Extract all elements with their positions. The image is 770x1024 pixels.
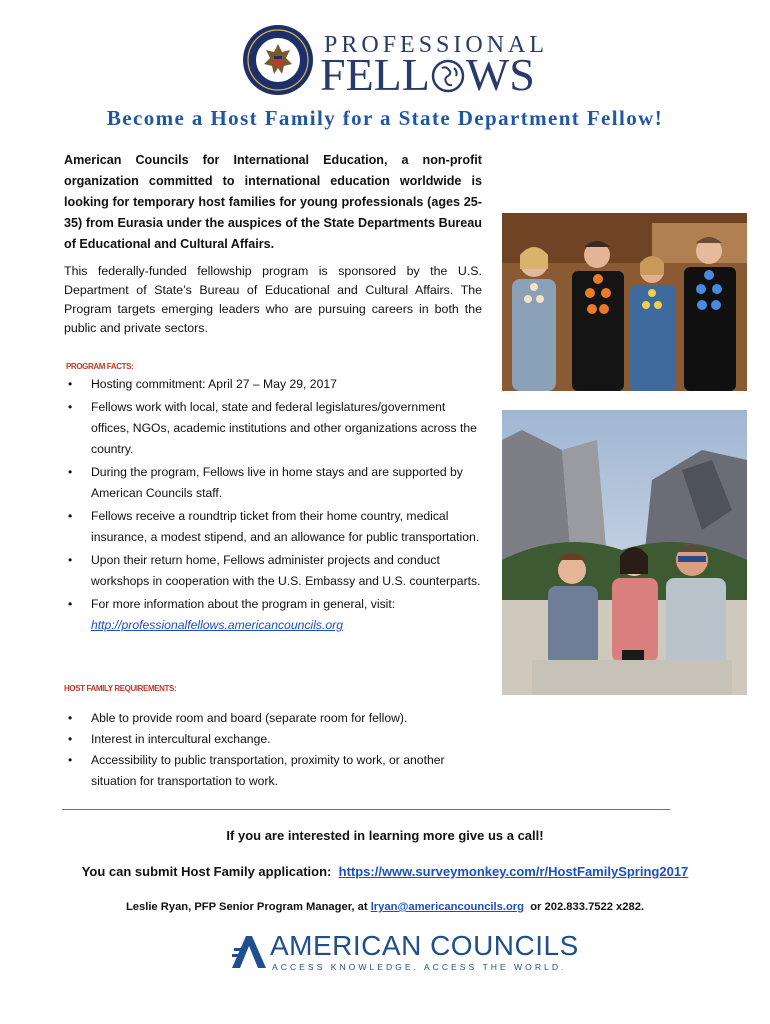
bullet-icon: • xyxy=(68,711,73,725)
program-website-link[interactable]: http://professionalfellows.americancouncils.org xyxy=(91,618,343,632)
contact-prefix: Leslie Ryan, PFP Senior Program Manager, at xyxy=(125,901,368,913)
program-description: This federally-funded fellowship program is sponsored by the U.S. Department of State’s Bureau of Educational and Cultural Affairs. The Program targets emerging leaders who are pursuing careers in both the public and private sectors. xyxy=(64,264,482,335)
program-facts-list xyxy=(64,374,482,638)
list-item-text: Upon their return home, Fellows administer projects and conduct workshops in cooperation with the U.S. Embassy and U.S. counterparts. xyxy=(91,553,481,588)
bullet-icon: • xyxy=(68,753,73,767)
bullet-icon: • xyxy=(68,732,73,746)
call-to-action: If you are interested in learning more give us a call! xyxy=(226,828,544,843)
logo-word-fellows xyxy=(320,49,535,100)
american-councils-tagline: ACCESS KNOWLEDGE. ACCESS THE WORLD. xyxy=(272,962,567,972)
bullet-icon: • xyxy=(68,465,73,479)
american-councils-logo xyxy=(230,930,579,974)
list-item-text: For more information about the program in general, visit: xyxy=(91,597,396,611)
bullet-icon: • xyxy=(68,509,73,523)
american-councils-name: AMERICAN COUNCILS xyxy=(270,930,579,961)
list-item-text: Fellows work with local, state and federal legislatures/government offices, NGOs, academic institutions and other organizations across the country. xyxy=(91,400,477,456)
yosemite-family-photo xyxy=(502,410,747,695)
page-title: Become a Host Family for a State Department Fellow! xyxy=(106,106,664,130)
logo-word-ws: WS xyxy=(465,49,535,100)
bullet-icon: • xyxy=(68,377,73,391)
list-item-text: Interest in intercultural exchange. xyxy=(91,732,271,746)
department-of-state-seal-icon xyxy=(242,24,314,96)
list-item xyxy=(64,462,482,504)
list-item xyxy=(64,550,482,592)
list-item xyxy=(64,708,482,729)
professional-fellows-logo xyxy=(242,24,549,100)
list-item-text: Accessibility to public transportation, proximity to work, or another situation for transportation to work. xyxy=(91,753,445,788)
list-item-text: Able to provide room and board (separate room for fellow). xyxy=(91,711,408,725)
application-link[interactable]: https://www.surveymonkey.com/r/HostFamilySpring2017 xyxy=(338,864,689,879)
american-councils-mark-icon xyxy=(230,934,266,970)
program-facts-heading: PROGRAM FACTS: xyxy=(66,362,134,371)
list-item-text: During the program, Fellows live in home stays and are supported by American Councils staff. xyxy=(91,465,463,500)
list-item xyxy=(64,729,482,750)
application-line xyxy=(0,864,770,879)
intro-paragraph: American Councils for International Education, a non-profit organization committed to international education worldwide is looking for temporary host families for young professionals (ages 25-35) from Eurasia under the auspices of the State Departments Bureau of Educational and Cultural Affairs. xyxy=(64,153,482,251)
host-family-requirements-heading: HOST FAMILY REQUIREMENTS: xyxy=(64,684,177,693)
list-item-text: Hosting commitment: April 27 – May 29, 2017 xyxy=(91,377,337,391)
section-divider xyxy=(62,809,670,810)
host-family-group-photo xyxy=(502,213,747,391)
contact-phone: or 202.833.7522 x282. xyxy=(530,901,645,913)
logo-word-professional: PROFESSIONAL xyxy=(324,32,549,58)
list-item xyxy=(64,750,482,792)
globe-icon xyxy=(430,58,466,94)
application-prefix: You can submit Host Family application: xyxy=(81,864,332,879)
list-item xyxy=(64,397,482,460)
contact-email-link[interactable]: lryan@americancouncils.org xyxy=(370,901,524,913)
bullet-icon: • xyxy=(68,400,73,414)
requirements-list xyxy=(64,708,482,792)
contact-line xyxy=(0,901,770,913)
list-item xyxy=(64,594,482,636)
list-item xyxy=(64,374,482,395)
logo-word-fell: FELL xyxy=(320,49,430,100)
list-item-text: Fellows receive a roundtrip ticket from their home country, medical insurance, a modest stipend, and an allowance for public transportation. xyxy=(91,509,480,544)
bullet-icon: • xyxy=(68,597,73,611)
list-item xyxy=(64,506,482,548)
bullet-icon: • xyxy=(68,553,73,567)
